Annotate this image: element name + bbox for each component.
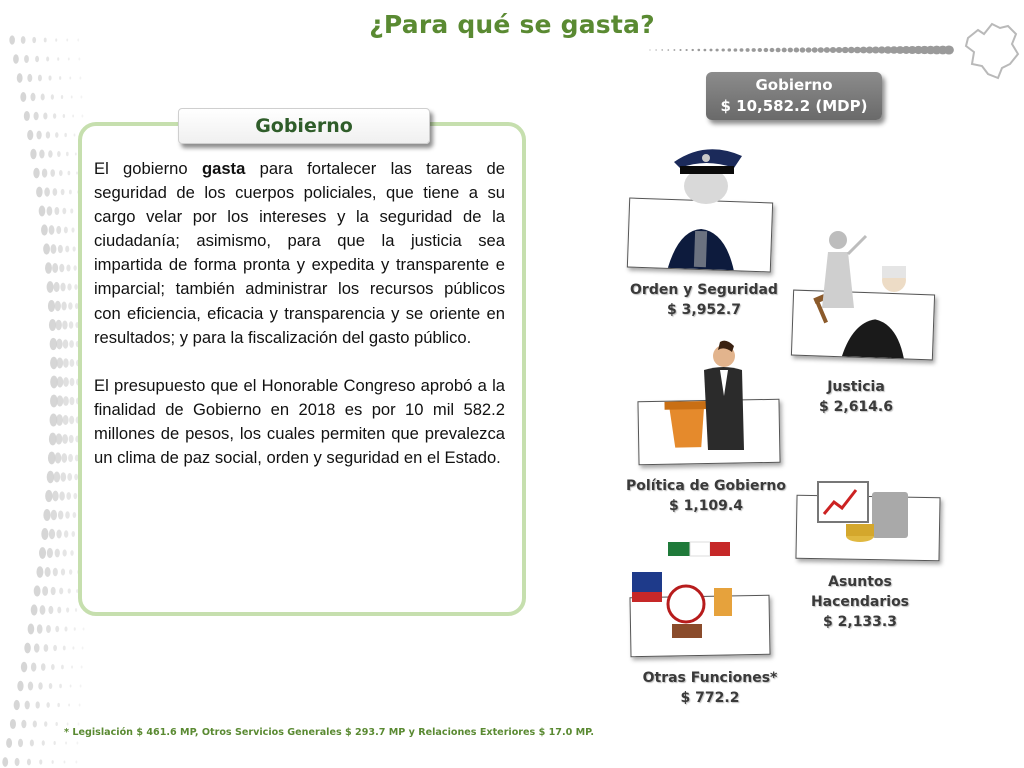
state-map-logo-icon <box>962 20 1022 82</box>
lady-justice-statue-icon <box>808 222 928 310</box>
page-title: ¿Para qué se gasta? <box>369 10 655 39</box>
total-amount: $ 10,582.2 (MDP) <box>720 97 868 115</box>
function-politica-gobierno <box>620 476 792 516</box>
panel-tab-title: Gobierno <box>178 108 430 144</box>
function-name: Otras Funciones* <box>642 670 778 686</box>
finance-calculator-icon <box>816 478 916 550</box>
footnote: * Legislación $ 461.6 MP, Otros Servicios Generales $ 293.7 MP y Relaciones Exteriores $ 17.0 MP. <box>64 727 595 738</box>
function-name: Orden y Seguridad <box>630 282 778 298</box>
police-officer-icon <box>628 199 772 272</box>
function-amount: $ 3,952.7 <box>667 302 741 318</box>
paragraph-1 <box>94 157 505 350</box>
function-name: Justicia <box>827 379 885 395</box>
function-justicia <box>786 377 926 417</box>
function-amount: $ 2,133.3 <box>823 614 897 630</box>
police-cap-icon <box>670 142 748 204</box>
panel-body-text <box>94 157 505 494</box>
function-asuntos-hacendarios <box>780 572 940 632</box>
function-orden-seguridad <box>618 280 790 320</box>
function-name: Asuntos Hacendarios <box>810 574 910 610</box>
function-amount: $ 772.2 <box>680 690 740 706</box>
flags-emblem-icon <box>628 538 744 642</box>
function-name: Política de Gobierno <box>626 478 786 494</box>
p1-highlight: gasta <box>201 159 246 178</box>
function-amount: $ 1,109.4 <box>669 498 743 514</box>
function-amount: $ 2,614.6 <box>819 399 893 415</box>
total-label: Gobierno <box>755 76 833 94</box>
p1-text-start: El gobierno <box>94 159 202 178</box>
paragraph-2: El presupuesto que el Honorable Congreso aprobó a la finalidad de Gobierno en 2018 es por 10 mil 582.2 millones de pesos, los cuales permiten que prevalezca un clima de paz social, orden y seguridad en el Estado. <box>94 375 505 468</box>
function-otras-funciones <box>632 668 788 708</box>
politician-podium-icon <box>690 340 750 460</box>
total-budget-box <box>706 72 882 120</box>
p1-text-end: para fortalecer las tareas de seguridad de los cuerpos policiales, que tiene a su cargo velar por los intereses y la seguridad de la ciudadanía; asimismo, para que la justicia sea impartida de forma pronta y expedita y transparente e imparcial; también administrar los recursos públicos con eficiencia, eficacia y transparencia y se oriente en resultados; y para la fiscalización del gasto público. <box>94 159 505 347</box>
card-orden-seguridad <box>627 198 773 273</box>
